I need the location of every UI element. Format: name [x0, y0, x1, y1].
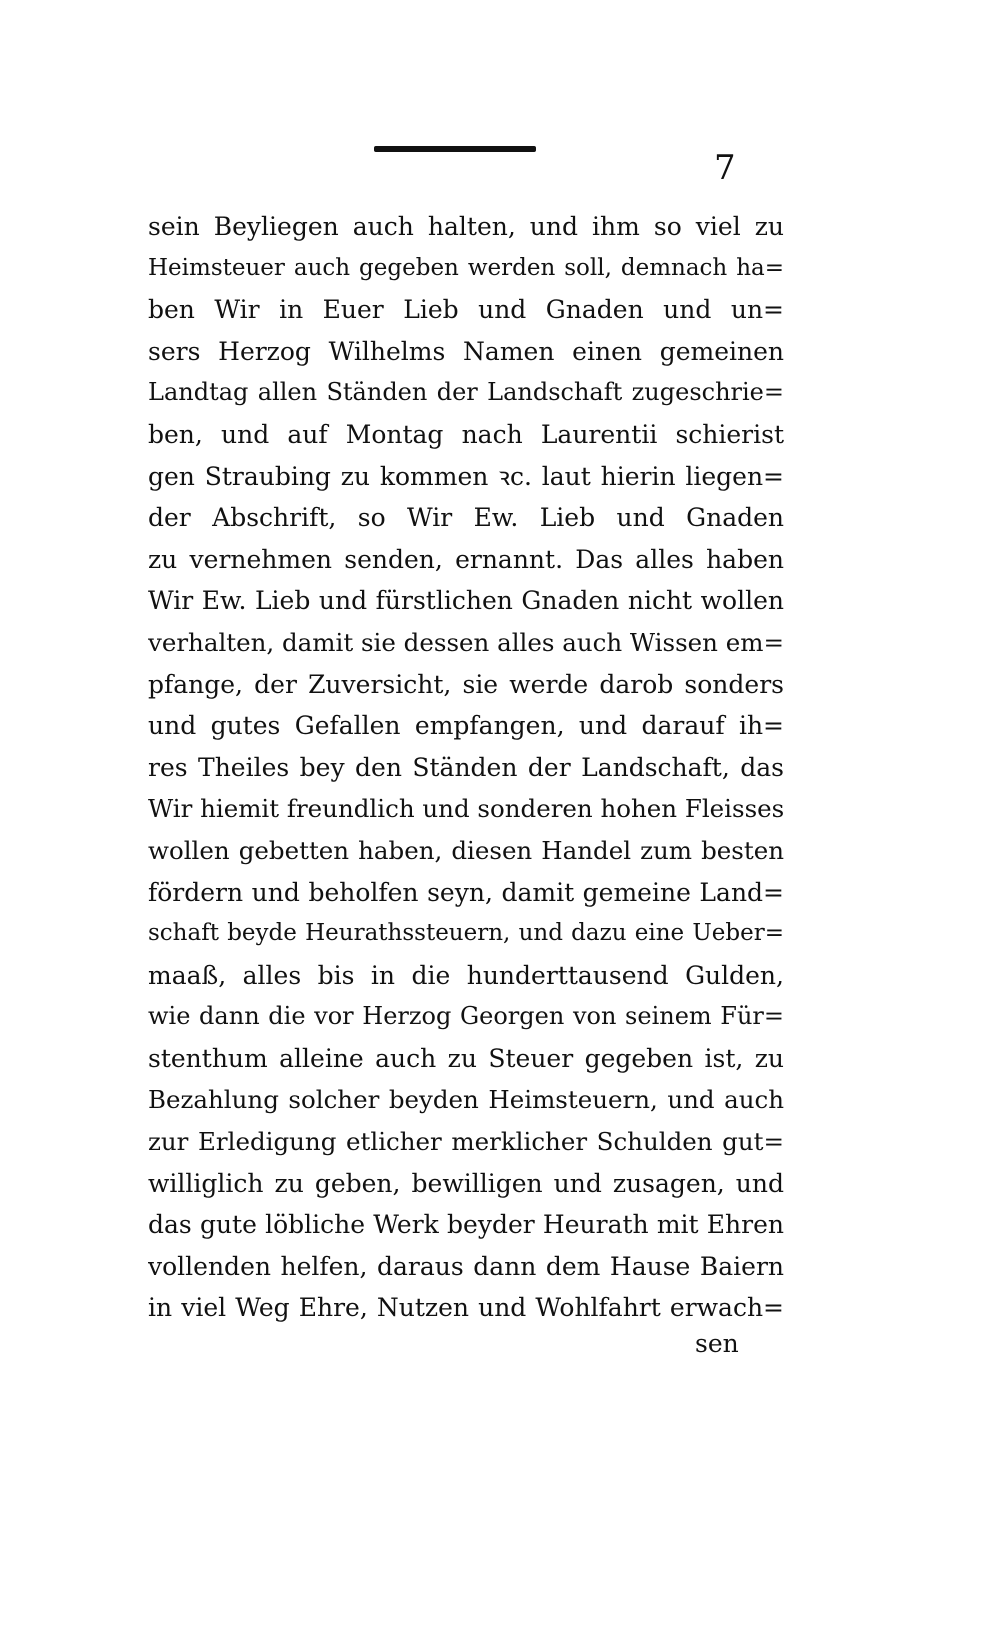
- text-line: schaft beyde Heurathssteuern, und dazu eine Ueber=: [148, 920, 784, 947]
- text-line: maaß, alles bis in die hunderttausend Gulden,: [148, 960, 784, 990]
- text-line: zur Erledigung etlicher merklicher Schulden gut=: [148, 1127, 784, 1157]
- text-line: vollenden helfen, daraus dann dem Hause Baiern: [148, 1251, 784, 1281]
- page-number: 7: [714, 148, 736, 188]
- catchword: sen: [695, 1329, 739, 1358]
- text-line: der Abschrift, so Wir Ew. Lieb und Gnaden: [148, 503, 784, 533]
- text-line: ben, und auf Montag nach Laurentii schierist: [148, 419, 784, 449]
- text-line: Wir Ew. Lieb und fürstlichen Gnaden nicht wollen: [148, 586, 784, 616]
- text-line: zu vernehmen senden, ernannt. Das alles haben: [148, 544, 784, 574]
- text-line: stenthum alleine auch zu Steuer gegeben ist, zu: [148, 1043, 784, 1073]
- text-line: Wir hiemit freundlich und sonderen hohen Fleisses: [148, 794, 784, 824]
- text-line: in viel Weg Ehre, Nutzen und Wohlfahrt erwach=: [148, 1293, 784, 1323]
- text-line: und gutes Gefallen empfangen, und darauf ih=: [148, 711, 784, 741]
- text-line: ben Wir in Euer Lieb und Gnaden und un=: [148, 295, 784, 325]
- body-text: [148, 206, 784, 1329]
- text-line: pfange, der Zuversicht, sie werde darob sonders: [148, 669, 784, 699]
- text-line: wollen gebetten haben, diesen Handel zum besten: [148, 835, 784, 865]
- text-line: Landtag allen Ständen der Landschaft zugeschrie=: [148, 378, 784, 407]
- header-rule: [374, 146, 536, 152]
- text-line: wie dann die vor Herzog Georgen von seinem Für=: [148, 1002, 784, 1031]
- text-line: williglich zu geben, bewilligen und zusagen, und: [148, 1168, 784, 1198]
- text-line: res Theiles bey den Ständen der Landschaft, das: [148, 752, 784, 782]
- text-line: sers Herzog Wilhelms Namen einen gemeinen: [148, 336, 784, 366]
- text-line: Bezahlung solcher beyden Heimsteuern, und auch: [148, 1085, 784, 1115]
- text-line: das gute löbliche Werk beyder Heurath mit Ehren: [148, 1210, 784, 1240]
- text-line: fördern und beholfen seyn, damit gemeine Land=: [148, 877, 784, 907]
- text-line: Heimsteuer auch gegeben werden soll, demnach ha=: [148, 254, 784, 281]
- text-line: gen Straubing zu kommen ꝛc. laut hierin liegen=: [148, 461, 784, 491]
- text-line: sein Beyliegen auch halten, und ihm so viel zu: [148, 212, 784, 241]
- text-line: verhalten, damit sie dessen alles auch Wissen em=: [148, 627, 784, 657]
